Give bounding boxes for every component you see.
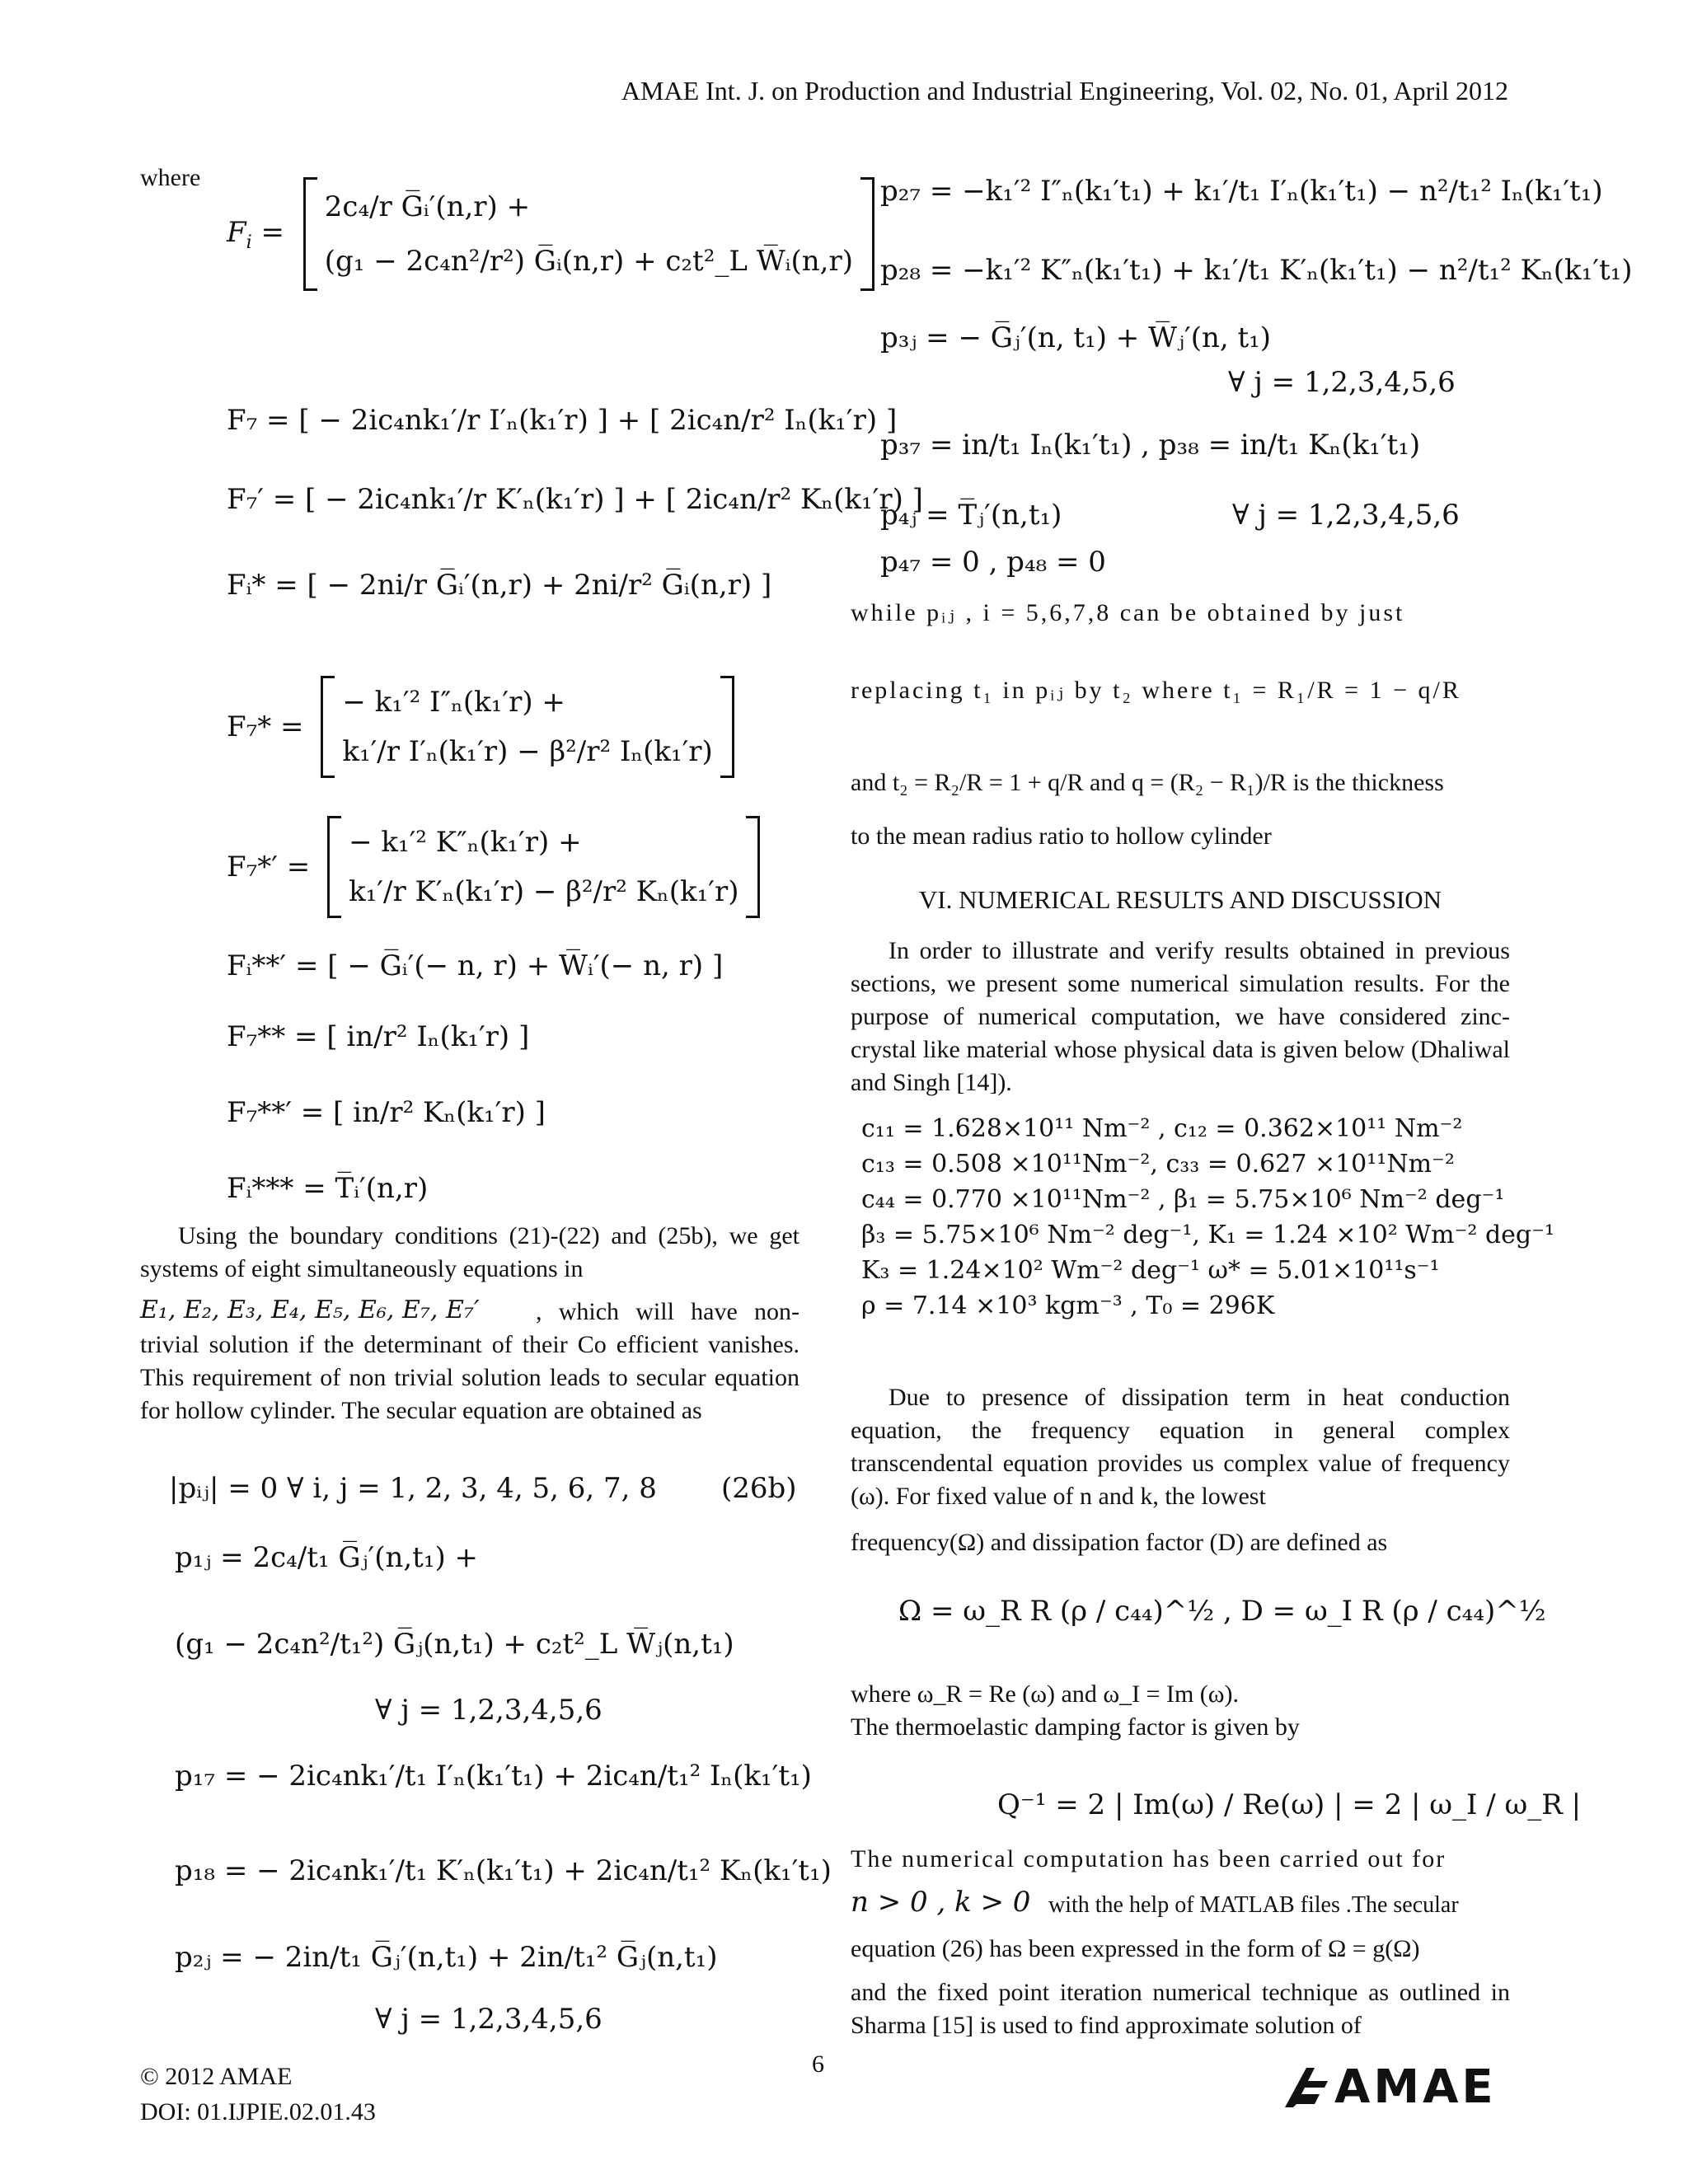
equation-p28: p₂₈ = −k₁′² K″ₙ(k₁′t₁) + k₁′/t₁ K′ₙ(k₁′t₁) − n²/t₁² Kₙ(k₁′t₁): [880, 254, 1633, 287]
paragraph-numerical-intro: In order to illustrate and verify results obtained in previous sections, we present some numerical simulation results. For the purpose of numerical computation, we have considered zinc-crystal like material whose physical data is given below (Dhaliwal and Singh [14]).: [851, 937, 1510, 1096]
equation-F7-star-prime: [227, 816, 760, 918]
equation-E-variables: E₁, E₂, E₃, E₄, E₅, E₆, E₇, E₇′: [140, 1296, 480, 1324]
equation-forall-4: ∀ j = 1,2,3,4,5,6: [1232, 499, 1460, 532]
text-where-re-im: where ω_R = Re (ω) and ω_I = Im (ω).: [851, 1680, 1240, 1708]
page-number: 6: [812, 2050, 824, 2078]
equation-p37-p38: p₃₇ = in/t₁ Iₙ(k₁′t₁) , p₃₈ = in/t₁ Kₙ(k₁′t₁): [880, 429, 1421, 462]
equation-F7-star-prime-row2: k₁′/r K′ₙ(k₁′r) − β²/r² Kₙ(k₁′r): [349, 875, 739, 908]
equation-p1j-a: p₁ⱼ = 2c₄/t₁ G̅ⱼ′(n,t₁) +: [175, 1541, 479, 1574]
material-data-line: c₄₄ = 0.770 ×10¹¹Nm⁻² , β₁ = 5.75×10⁶ Nm⁻² deg⁻¹: [861, 1185, 1505, 1214]
text-while-pij: while pᵢⱼ , i = 5,6,7,8 can be obtained by just: [851, 599, 1405, 626]
section-heading: VI. NUMERICAL RESULTS AND DISCUSSION: [918, 885, 1442, 914]
equation-F7-double-star-prime: F₇**′ = [ in/r² Kₙ(k₁′r) ]: [227, 1096, 546, 1129]
text-replacing: replacing t₁ in pᵢⱼ by t₂ where t₁ = R₁/R = 1 − q/R: [851, 677, 1461, 704]
text-and-t2: and t₂ = R₂/R = 1 + q/R and q = (R₂ − R₁)/R is the thickness: [851, 769, 1444, 796]
text-matlab: with the help of MATLAB files .The secular: [1048, 1892, 1459, 1918]
equation-Fi-row1: 2c₄/r G̅ᵢ′(n,r) +: [324, 190, 531, 223]
paragraph-dissipation: Due to presence of dissipation term in heat conduction equation, the frequency equation in general complex transcendental equation provides us complex value of frequency (ω). For fixed value of n and k, the lowest: [851, 1384, 1510, 1510]
material-data-line: c₁₃ = 0.508 ×10¹¹Nm⁻², c₃₃ = 0.627 ×10¹¹Nm⁻²: [861, 1150, 1455, 1179]
equation-F7-star-lhs: F₇* =: [227, 710, 304, 743]
equation-p3j: p₃ⱼ = − G̅ⱼ′(n, t₁) + W̅ⱼ′(n, t₁): [880, 321, 1272, 354]
text-damping-factor: The thermoelastic damping factor is given by: [851, 1713, 1300, 1741]
equation-p1j-b: (g₁ − 2c₄n²/t₁²) G̅ⱼ(n,t₁) + c₂t²_L W̅ⱼ(n,t₁): [175, 1628, 734, 1661]
footer-copyright: © 2012 AMAE: [140, 2063, 293, 2090]
equation-omega-D: Ω = ω_R R (ρ / c₄₄)^½ , D = ω_I R (ρ / c₄₄)^½: [898, 1595, 1546, 1628]
paragraph-boundary-conditions: Using the boundary conditions (21)-(22) and (25b), we get systems of eight simultaneously equations in: [140, 1222, 799, 1282]
equation-F7-star-row2: k₁′/r I′ₙ(k₁′r) − β²/r² Iₙ(k₁′r): [342, 735, 713, 768]
material-data-line: K₃ = 1.24×10² Wm⁻² deg⁻¹ ω* = 5.01×10¹¹s⁻¹: [861, 1256, 1440, 1285]
equation-p17: p₁₇ = − 2ic₄nk₁′/t₁ I′ₙ(k₁′t₁) + 2ic₄n/t₁² Iₙ(k₁′t₁): [175, 1760, 812, 1793]
equation-p18: p₁₈ = − 2ic₄nk₁′/t₁ K′ₙ(k₁′t₁) + 2ic₄n/t₁² Kₙ(k₁′t₁): [175, 1854, 832, 1887]
equation-Fi-star: Fᵢ* = [ − 2ni/r G̅ᵢ′(n,r) + 2ni/r² G̅ᵢ(n,r) ]: [227, 569, 772, 602]
equation-Q-inverse: Q⁻¹ = 2 | Im(ω) / Re(ω) | = 2 | ω_I / ω_R |: [997, 1788, 1582, 1821]
equation-forall-1: ∀ j = 1,2,3,4,5,6: [375, 1694, 603, 1727]
material-data-list: [861, 1111, 1554, 1324]
material-data-line: β₃ = 5.75×10⁶ Nm⁻² deg⁻¹, K₁ = 1.24 ×10² Wm⁻² deg⁻¹: [861, 1221, 1554, 1249]
amae-logo: [1282, 2060, 1497, 2114]
equation-Fi-triple-star: Fᵢ*** = T̅ᵢ′(n,r): [227, 1172, 429, 1205]
equation-Fi-row2: (g₁ − 2c₄n²/r²) G̅ᵢ(n,r) + c₂t²_L W̅ᵢ(n,r): [324, 245, 853, 278]
equation-p27: p₂₇ = −k₁′² I″ₙ(k₁′t₁) + k₁′/t₁ I′ₙ(k₁′t₁) − n²/t₁² Iₙ(k₁′t₁): [880, 175, 1603, 208]
equation-F7-star-prime-lhs: F₇*′ =: [227, 851, 311, 883]
text-numerical-computation: The numerical computation has been carried out for: [851, 1845, 1447, 1872]
equation-F7-star: [227, 676, 734, 778]
journal-header: AMAE Int. J. on Production and Industrial Engineering, Vol. 02, No. 01, April 2012: [621, 76, 1508, 105]
equation-F7-star-row1: − k₁′² I″ₙ(k₁′r) +: [342, 686, 565, 719]
equation-F7: F₇ = [ − 2ic₄nk₁′/r I′ₙ(k₁′r) ] + [ 2ic₄n/r² Iₙ(k₁′r) ]: [227, 404, 898, 437]
amae-logo-text: AMAE: [1334, 2060, 1497, 2114]
where-label: where: [140, 164, 201, 191]
equation-F7-double-star: F₇** = [ in/r² Iₙ(k₁′r) ]: [227, 1020, 530, 1053]
footer-doi: DOI: 01.IJPIE.02.01.43: [140, 2098, 376, 2125]
equation-F7-star-prime-row1: − k₁′² K″ₙ(k₁′r) +: [349, 826, 582, 859]
material-data-line: c₁₁ = 1.628×10¹¹ Nm⁻² , c₁₂ = 0.362×10¹¹ Nm⁻²: [861, 1114, 1463, 1143]
equation-Fi: $F_i$ = 2c₄/r G̅ᵢ′(n,r) + (g₁ − 2c₄n²/r²) G̅ᵢ(n,r) + c₂t²_L W̅ᵢ(n,r): [227, 177, 874, 291]
paragraph-nontrivial-solution: , which will have non-trivial solution if the determinant of their Co efficient vanishes. This requirement of non trivial solution leads to secular equation for hollow cylinder. The secular equation are obtained as: [140, 1298, 799, 1424]
text-secular-equation-form: equation (26) has been expressed in the form of Ω = g(Ω): [851, 1935, 1420, 1962]
text-fixed-point-iteration: and the fixed point iteration numerical technique as outlined in Sharma [15] is used to find approximate solution of: [851, 1979, 1510, 2039]
equation-p47-p48: p₄₇ = 0 , p₄₈ = 0: [880, 546, 1106, 579]
equation-n-k-condition: n > 0 , k > 0: [851, 1886, 1031, 1919]
equation-determinant: |pᵢⱼ| = 0 ∀ i, j = 1, 2, 3, 4, 5, 6, 7, 8: [169, 1472, 657, 1505]
text-frequency-definition: frequency(Ω) and dissipation factor (D) are defined as: [851, 1529, 1388, 1556]
equation-p2j: p₂ⱼ = − 2in/t₁ G̅ⱼ′(n,t₁) + 2in/t₁² G̅ⱼ(n,t₁): [175, 1941, 718, 1974]
equation-Fi-double-star-prime: Fᵢ**′ = [ − G̅ᵢ′(− n, r) + W̅ᵢ′(− n, r) ]: [227, 949, 724, 982]
material-data-line: ρ = 7.14 ×10³ kgm⁻³ , T₀ = 296K: [861, 1291, 1275, 1320]
text-mean-radius: to the mean radius ratio to hollow cylinder: [851, 823, 1272, 850]
equation-number-26b: (26b): [721, 1472, 797, 1505]
equation-forall-3: ∀ j = 1,2,3,4,5,6: [1228, 366, 1456, 399]
equation-p4j: p₄ⱼ = T̅ⱼ′(n,t₁): [880, 499, 1062, 532]
amae-logo-icon: [1282, 2064, 1334, 2111]
equation-forall-2: ∀ j = 1,2,3,4,5,6: [375, 2003, 603, 2036]
equation-F7-prime: F₇′ = [ − 2ic₄nk₁′/r K′ₙ(k₁′r) ] + [ 2ic₄n/r² Kₙ(k₁′r) ]: [227, 483, 923, 516]
